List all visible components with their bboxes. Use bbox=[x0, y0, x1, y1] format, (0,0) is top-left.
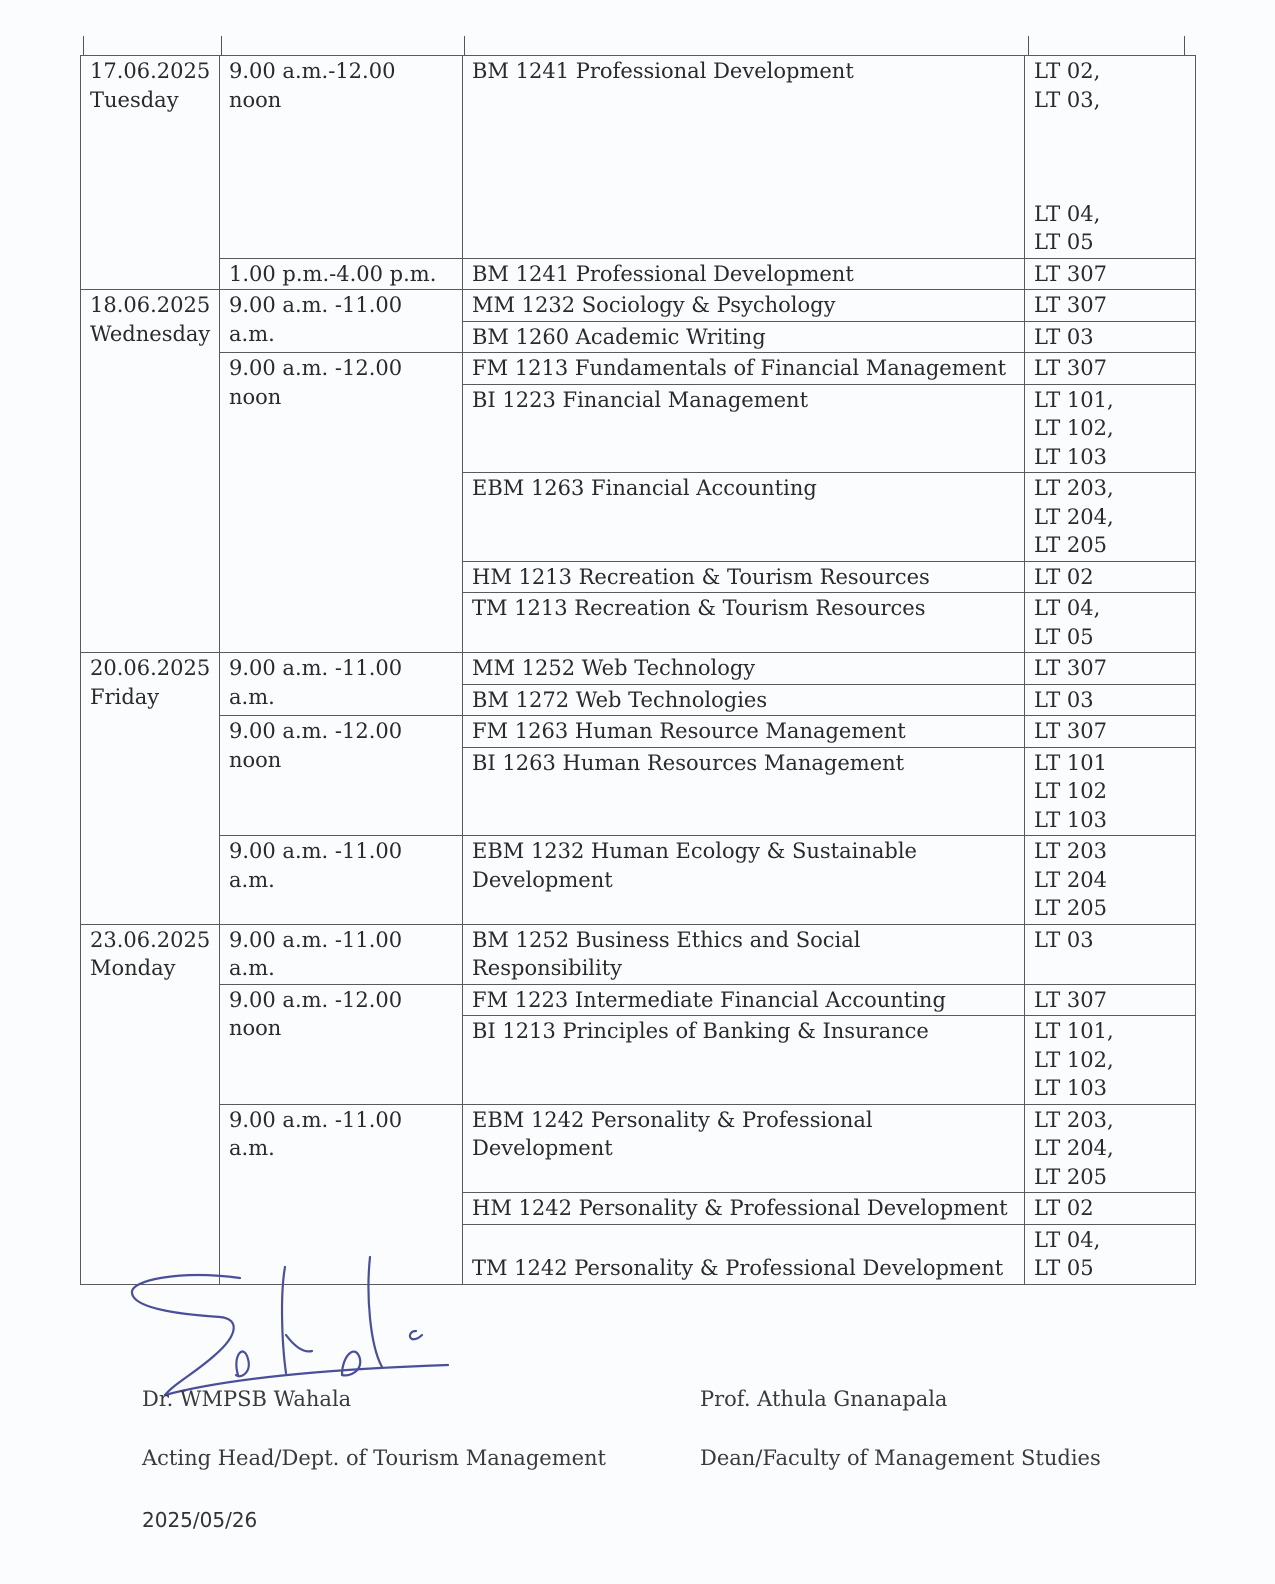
exam-date-cell: 18.06.2025 Wednesday bbox=[81, 290, 220, 653]
left-signatory-title: Acting Head/Dept. of Tourism Management bbox=[142, 1446, 606, 1470]
table-row bbox=[81, 984, 1196, 1016]
course-cell: BI 1263 Human Resources Management bbox=[463, 747, 1025, 836]
table-row bbox=[81, 258, 1196, 290]
exam-time-cell: 9.00 a.m. -12.00 noon bbox=[220, 353, 463, 653]
course-cell: FM 1223 Intermediate Financial Accounting bbox=[463, 984, 1025, 1016]
top-stub bbox=[221, 36, 222, 56]
venue-cell: LT 04, LT 05 bbox=[1025, 1224, 1196, 1284]
venue-cell: LT 04, LT 05 bbox=[1025, 593, 1196, 653]
table-row bbox=[81, 716, 1196, 748]
venue-cell: LT 307 bbox=[1025, 653, 1196, 685]
left-signatory-name: Dr. WMPSB Wahala bbox=[142, 1387, 352, 1411]
course-cell: EBM 1242 Personality & Professional Development bbox=[463, 1104, 1025, 1193]
course-cell: FM 1263 Human Resource Management bbox=[463, 716, 1025, 748]
exam-time-cell: 9.00 a.m. -11.00 a.m. bbox=[220, 653, 463, 716]
timetable-body bbox=[81, 56, 1196, 1285]
venue-cell: LT 03 bbox=[1025, 684, 1196, 716]
top-stub bbox=[1184, 36, 1185, 56]
venue-cell: LT 101, LT 102, LT 103 bbox=[1025, 384, 1196, 473]
venue-cell: LT 307 bbox=[1025, 984, 1196, 1016]
venue-cell: LT 02 bbox=[1025, 561, 1196, 593]
course-cell: TM 1242 Personality & Professional Development bbox=[463, 1224, 1025, 1284]
table-row bbox=[81, 1104, 1196, 1193]
venue-cell: LT 203 LT 204 LT 205 bbox=[1025, 836, 1196, 925]
course-cell: MM 1232 Sociology & Psychology bbox=[463, 290, 1025, 322]
venue-cell: LT 307 bbox=[1025, 716, 1196, 748]
table-row bbox=[81, 653, 1196, 685]
exam-date-cell: 23.06.2025 Monday bbox=[81, 924, 220, 1284]
exam-time-cell: 9.00 a.m. -12.00 noon bbox=[220, 984, 463, 1104]
exam-time-cell: 1.00 p.m.-4.00 p.m. bbox=[220, 258, 463, 290]
table-row bbox=[81, 56, 1196, 259]
venue-cell: LT 203, LT 204, LT 205 bbox=[1025, 473, 1196, 562]
exam-time-cell: 9.00 a.m. -11.00 a.m. bbox=[220, 1104, 463, 1284]
venue-cell: LT 101 LT 102 LT 103 bbox=[1025, 747, 1196, 836]
top-stub bbox=[1028, 36, 1029, 56]
course-cell: BM 1260 Academic Writing bbox=[463, 321, 1025, 353]
venue-cell: LT 03 bbox=[1025, 924, 1196, 984]
course-cell: EBM 1263 Financial Accounting bbox=[463, 473, 1025, 562]
table-row bbox=[81, 290, 1196, 322]
course-cell: BI 1213 Principles of Banking & Insurance bbox=[463, 1016, 1025, 1105]
course-cell: HM 1213 Recreation & Tourism Resources bbox=[463, 561, 1025, 593]
exam-time-cell: 9.00 a.m. -11.00 a.m. bbox=[220, 290, 463, 353]
exam-time-cell: 9.00 a.m. -12.00 noon bbox=[220, 716, 463, 836]
venue-cell: LT 02, LT 03, LT 04, LT 05 bbox=[1025, 56, 1196, 259]
right-signatory-title: Dean/Faculty of Management Studies bbox=[700, 1446, 1101, 1470]
course-cell: EBM 1232 Human Ecology & Sustainable Development bbox=[463, 836, 1025, 925]
venue-cell: LT 307 bbox=[1025, 258, 1196, 290]
course-cell: FM 1213 Fundamentals of Financial Management bbox=[463, 353, 1025, 385]
table-row bbox=[81, 924, 1196, 984]
course-cell: BM 1252 Business Ethics and Social Responsibility bbox=[463, 924, 1025, 984]
exam-timetable bbox=[80, 55, 1196, 1285]
course-cell: TM 1213 Recreation & Tourism Resources bbox=[463, 593, 1025, 653]
top-stub bbox=[83, 36, 84, 56]
venue-cell: LT 02 bbox=[1025, 1193, 1196, 1225]
table-row bbox=[81, 353, 1196, 385]
exam-time-cell: 9.00 a.m.-12.00 noon bbox=[220, 56, 463, 259]
venue-cell: LT 307 bbox=[1025, 290, 1196, 322]
exam-date-cell: 17.06.2025 Tuesday bbox=[81, 56, 220, 290]
venue-cell: LT 03 bbox=[1025, 321, 1196, 353]
right-signatory-name: Prof. Athula Gnanapala bbox=[700, 1387, 948, 1411]
course-cell: BM 1241 Professional Development bbox=[463, 258, 1025, 290]
course-cell: BM 1241 Professional Development bbox=[463, 56, 1025, 259]
venue-cell: LT 101, LT 102, LT 103 bbox=[1025, 1016, 1196, 1105]
exam-time-cell: 9.00 a.m. -11.00 a.m. bbox=[220, 924, 463, 984]
course-cell: MM 1252 Web Technology bbox=[463, 653, 1025, 685]
exam-time-cell: 9.00 a.m. -11.00 a.m. bbox=[220, 836, 463, 925]
venue-cell: LT 203, LT 204, LT 205 bbox=[1025, 1104, 1196, 1193]
course-cell: BI 1223 Financial Management bbox=[463, 384, 1025, 473]
table-row bbox=[81, 836, 1196, 925]
course-cell: BM 1272 Web Technologies bbox=[463, 684, 1025, 716]
exam-date-cell: 20.06.2025 Friday bbox=[81, 653, 220, 925]
course-cell: HM 1242 Personality & Professional Development bbox=[463, 1193, 1025, 1225]
document-date: 2025/05/26 bbox=[142, 1508, 258, 1532]
venue-cell: LT 307 bbox=[1025, 353, 1196, 385]
top-stub bbox=[464, 36, 465, 56]
